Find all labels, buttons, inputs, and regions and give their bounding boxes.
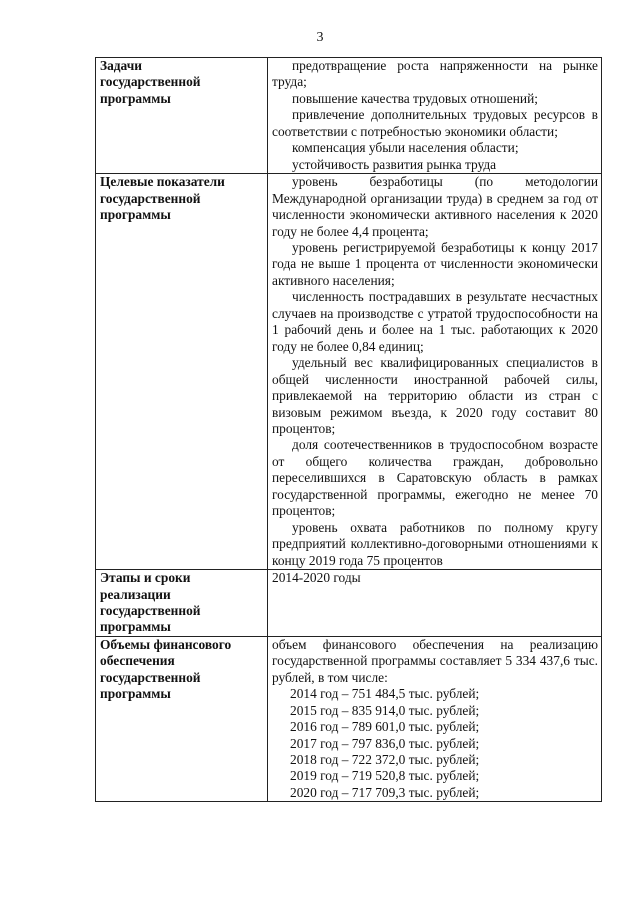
label-line: программы [100,90,171,106]
table-row [96,636,602,802]
row-label-stages [96,570,268,637]
page-number: 3 [316,30,324,45]
label-line: программы [100,686,171,702]
row-content-indicators [268,174,602,570]
label-line: обеспечения [100,653,175,669]
paragraph: уровень регистрируемой безработицы к концу 2017 года не выше 1 процента от численности экономически активного населения; [272,239,598,288]
table-row [96,174,602,570]
label-line: государственной [100,190,201,206]
label-line: программы [100,207,171,223]
funding-year-line: 2020 год – 717 709,3 тыс. рублей; [290,784,480,800]
paragraph: уровень безработицы (по методологии Международной организации труда) в среднем за год от численности экономически активного населения к 2020 году не более 4,4 процента; [272,174,598,239]
label-line: государственной [100,602,201,618]
row-label-indicators [96,174,268,570]
label-line: государственной [100,669,201,685]
funding-year-line: 2014 год – 751 484,5 тыс. рублей; [290,686,480,702]
row-content-stages [268,570,602,637]
paragraph: доля соотечественников в трудоспособном возрасте от общего количества граждан, добровольно переселившихся в Саратовскую область в рамках государственной программы, ежегодно не менее 70 процентов; [272,437,598,519]
paragraph: повышение качества трудовых отношений; [292,90,538,106]
table-row [96,570,602,637]
paragraph: объем финансового обеспечения на реализацию государственной программы составляет 5 334 437,6 тыс. рублей, в том числе: [272,636,598,685]
row-content-funding [268,636,602,802]
paragraph: численность пострадавших в результате несчастных случаев на производстве с утратой трудоспособности на 1 рабочий день и более на 1 тыс. работающих к 2020 году не более 0,84 единиц; [272,289,598,354]
funding-year-line: 2018 год – 722 372,0 тыс. рублей; [290,752,480,768]
paragraph: 2014-2020 годы [272,570,361,586]
paragraph: предотвращение роста напряженности на рынке труда; [272,58,598,90]
funding-year-line: 2015 год – 835 914,0 тыс. рублей; [290,702,480,718]
label-line: программы [100,619,171,635]
funding-year-line: 2017 год – 797 836,0 тыс. рублей; [290,735,480,751]
label-line: Задачи [100,58,142,73]
row-label-funding [96,636,268,802]
paragraph: компенсация убыли населения области; [292,140,519,156]
table-row [96,58,602,174]
funding-year-line: 2016 год – 789 601,0 тыс. рублей; [290,719,480,735]
row-label-tasks [96,58,268,174]
passport-table [95,57,602,802]
funding-year-line: 2019 год – 719 520,8 тыс. рублей; [290,768,480,784]
paragraph: привлечение дополнительных трудовых ресурсов в соответствии с потребностью экономики области; [272,107,598,139]
paragraph: уровень охвата работников по полному кругу предприятий коллективно-договорными отношениями к концу 2019 года 75 процентов [272,519,598,568]
paragraph: удельный вес квалифицированных специалистов в общей численности иностранной рабочей силы, привлекаемой на территорию области из стран с визовым режимом въезда, к 2020 году составит 80 процентов; [272,355,598,436]
label-line: реализации [100,586,171,602]
label-line: государственной [100,74,201,90]
label-line: Объемы финансового [100,636,232,652]
label-line: Этапы и сроки [100,570,191,586]
label-line: Целевые показатели [100,174,225,190]
paragraph: устойчивость развития рынка труда [292,156,497,172]
row-content-tasks [268,58,602,174]
